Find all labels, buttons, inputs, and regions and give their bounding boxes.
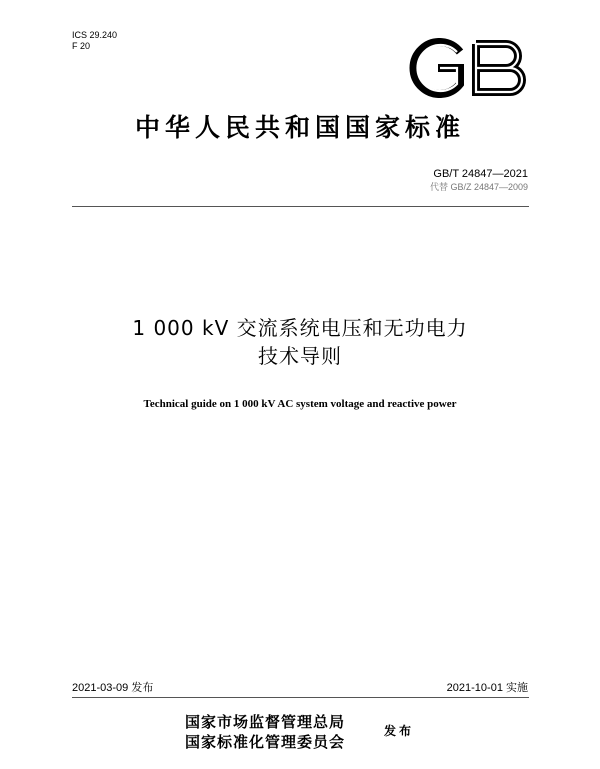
- top-divider: [72, 206, 529, 207]
- document-title-en: Technical guide on 1 000 kV AC system voltage and reactive power: [143, 398, 457, 410]
- gb-logo: [402, 38, 534, 98]
- bottom-divider: [72, 697, 529, 698]
- standard-number-block: [430, 168, 528, 194]
- issuer-sac: 国家标准化管理委员会: [185, 733, 346, 751]
- document-title-cn-line1: 1 000 kV 交流系统电压和无功电力: [132, 316, 468, 340]
- publish-date: 2021-03-09 发布: [72, 682, 154, 694]
- replaces-standard: 代替 GB/Z 24847—2009: [429, 182, 528, 192]
- implement-date: 2021-10-01 实施: [446, 682, 528, 694]
- issuer-samr: 国家市场监督管理总局: [185, 713, 346, 731]
- issuing-authorities: [185, 712, 345, 752]
- ccs-code: F 20: [72, 41, 91, 51]
- classification-codes: [72, 30, 117, 52]
- issue-label: 发布: [384, 724, 415, 738]
- document-title-cn-line2: 技术导则: [258, 344, 342, 368]
- standard-number: GB/T 24847—2021: [433, 168, 528, 180]
- document-title-cn: [0, 314, 600, 370]
- ics-code: ICS 29.240: [72, 30, 118, 40]
- national-standard-title: 中华人民共和国国家标准: [134, 113, 465, 142]
